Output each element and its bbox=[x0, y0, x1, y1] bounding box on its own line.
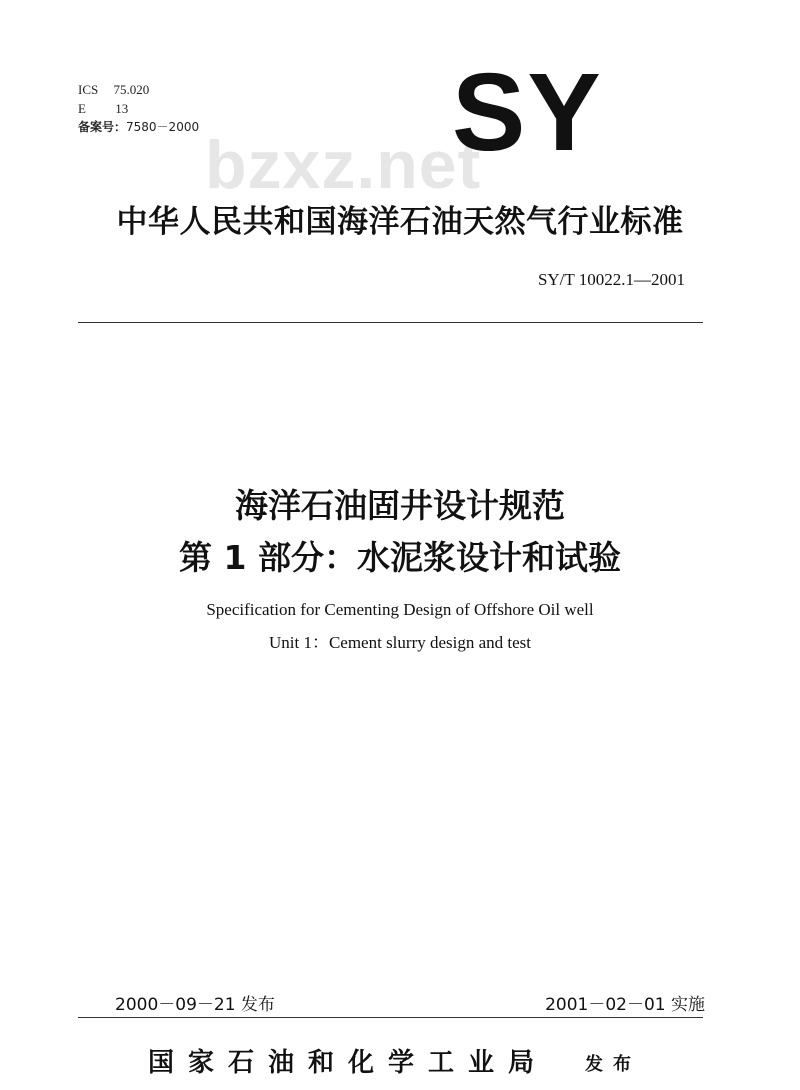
standard-code-logo: SY bbox=[452, 51, 603, 174]
record-value: 7580－2000 bbox=[126, 120, 200, 134]
record-row bbox=[78, 118, 199, 137]
e-value: 13 bbox=[115, 101, 129, 116]
issue-date: 2000－09－21 发布 bbox=[115, 995, 275, 1015]
e-label: E bbox=[78, 101, 86, 116]
document-title-en-line1: Specification for Cementing Design of Offshore Oil well bbox=[206, 600, 594, 619]
document-title-zh-line1: 海洋石油固井设计规范 bbox=[235, 486, 565, 525]
ics-row bbox=[78, 80, 199, 99]
standard-title: 中华人民共和国海洋石油天然气行业标准 bbox=[116, 204, 684, 240]
bottom-divider bbox=[78, 1017, 703, 1018]
issue-word: 发布 bbox=[585, 1054, 641, 1075]
issuing-authority: 国家石油和化学工业局 bbox=[148, 1048, 549, 1078]
document-title-zh-line2: 第 1 部分：水泥浆设计和试验 bbox=[179, 538, 621, 577]
implementation-date: 2001－02－01 实施 bbox=[545, 995, 705, 1015]
ics-label: ICS bbox=[78, 82, 99, 97]
document-metadata bbox=[78, 80, 199, 137]
record-label: 备案号： bbox=[78, 120, 127, 134]
ics-value: 75.020 bbox=[113, 82, 150, 97]
watermark-text: bzxz.net bbox=[205, 127, 482, 203]
top-divider bbox=[78, 322, 703, 323]
document-title-en-line2: Unit 1：Cement slurry design and test bbox=[268, 633, 532, 652]
e-row bbox=[78, 99, 199, 118]
standard-number: SY/T 10022.1—2001 bbox=[537, 270, 685, 289]
